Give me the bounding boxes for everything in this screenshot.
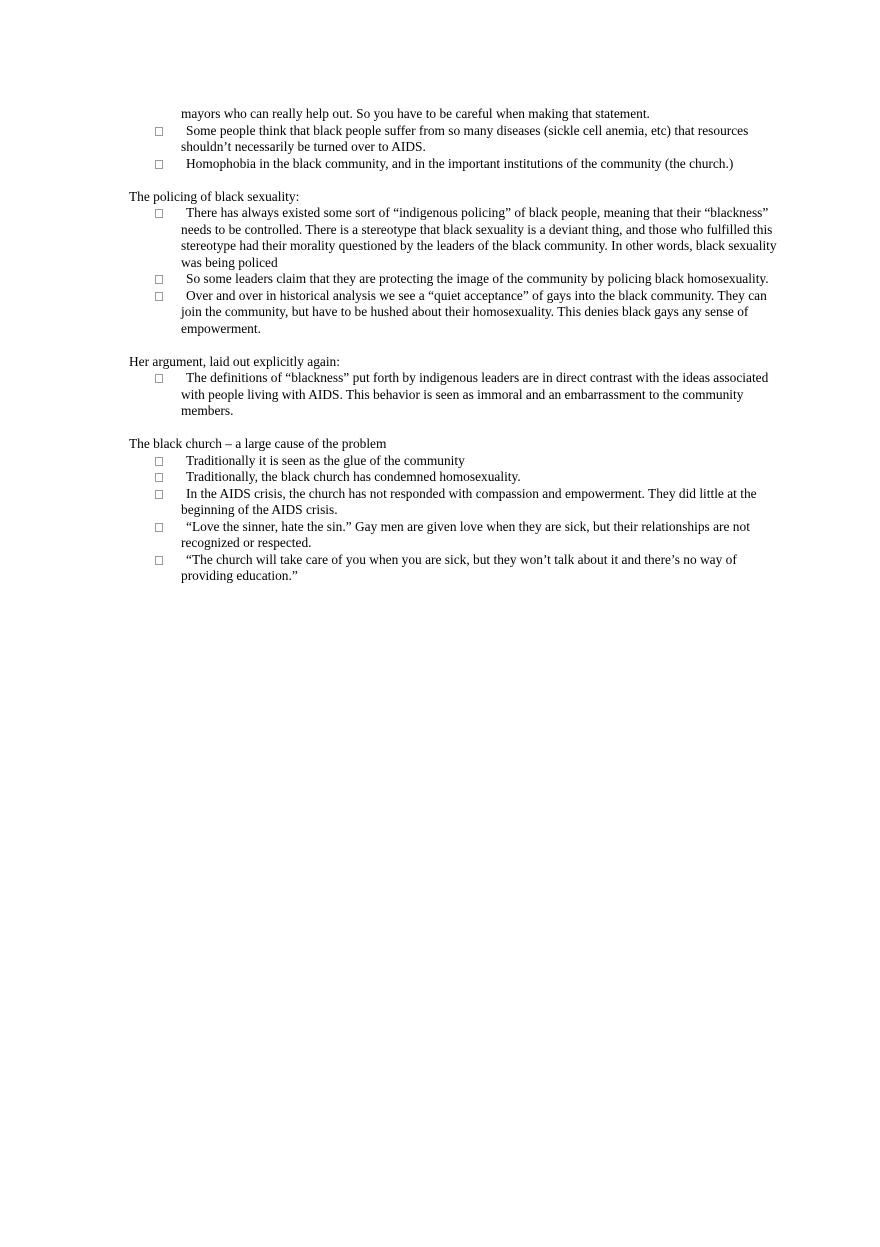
section-heading: Her argument, laid out explicitly again: bbox=[129, 353, 340, 369]
list-item bbox=[181, 123, 780, 156]
bullet-box-icon bbox=[155, 556, 163, 565]
section-continued-notes bbox=[129, 106, 780, 172]
bullet-list bbox=[129, 453, 780, 585]
list-item-text: Some people think that black people suffer from so many diseases (sickle cell anemia, etc) that resources shouldn’t necessarily be turned over to AIDS. bbox=[181, 122, 749, 154]
list-item-text: mayors who can really help out. So you have to be careful when making that statement. bbox=[181, 106, 650, 121]
bullet-box-icon bbox=[155, 457, 163, 466]
section-black-church bbox=[129, 436, 780, 585]
list-item bbox=[181, 156, 780, 173]
section-argument bbox=[129, 354, 780, 420]
bullet-box-icon bbox=[155, 127, 163, 136]
list-item bbox=[181, 453, 780, 470]
list-item-text: Traditionally it is seen as the glue of the community bbox=[186, 452, 465, 468]
section-policing bbox=[129, 189, 780, 338]
list-item-text: There has always existed some sort of “indigenous policing” of black people, meaning that their “blackness” needs to be controlled. There is a stereotype that black sexuality is a deviant thing, and those who fulfilled this stereotype had their morality questioned by the leaders of the black community. In other words, black sexuality was being policed bbox=[181, 205, 777, 270]
bullet-box-icon bbox=[155, 374, 163, 383]
list-item-text: “Love the sinner, hate the sin.” Gay men are given love when they are sick, but their relationships are not recognized or respected. bbox=[181, 518, 750, 550]
bullet-list bbox=[129, 370, 780, 420]
section-heading: The policing of black sexuality: bbox=[129, 188, 300, 204]
list-item-text: In the AIDS crisis, the church has not responded with compassion and empowerment. They did little at the beginning of the AIDS crisis. bbox=[181, 485, 757, 517]
list-item-text: Traditionally, the black church has condemned homosexuality. bbox=[186, 469, 521, 484]
list-item-text: The definitions of “blackness” put forth by indigenous leaders are in direct contrast with the ideas associated with people living with AIDS. This behavior is seen as immoral and an embarrassment to the community members. bbox=[181, 370, 769, 418]
section-heading: The black church – a large cause of the problem bbox=[129, 436, 387, 451]
list-item bbox=[181, 271, 780, 288]
bullet-list bbox=[129, 106, 780, 172]
list-item bbox=[181, 519, 780, 552]
list-item bbox=[181, 370, 780, 420]
list-item bbox=[181, 486, 780, 519]
bullet-box-icon bbox=[155, 292, 163, 301]
list-item-text: Over and over in historical analysis we see a “quiet acceptance” of gays into the black community. They can join the community, but have to be hushed about their homosexuality. This denies black gays any sense of empowerment. bbox=[181, 287, 767, 336]
list-item-text: Homophobia in the black community, and in the important institutions of the community (the church.) bbox=[186, 155, 734, 171]
list-item bbox=[181, 288, 780, 338]
list-item bbox=[181, 469, 780, 486]
bullet-box-icon bbox=[155, 490, 163, 499]
bullet-box-icon bbox=[155, 209, 163, 218]
bullet-box-icon bbox=[155, 473, 163, 482]
list-item-text: So some leaders claim that they are protecting the image of the community by policing black homosexuality. bbox=[186, 271, 769, 286]
bullet-box-icon bbox=[155, 523, 163, 532]
bullet-box-icon bbox=[155, 275, 163, 284]
list-item bbox=[181, 552, 780, 585]
list-item bbox=[181, 205, 780, 271]
bullet-list bbox=[129, 205, 780, 337]
list-item-text: “The church will take care of you when you are sick, but they won’t talk about it and there’s no way of providing education.” bbox=[181, 551, 737, 583]
list-item bbox=[181, 106, 780, 123]
bullet-box-icon bbox=[155, 160, 163, 169]
